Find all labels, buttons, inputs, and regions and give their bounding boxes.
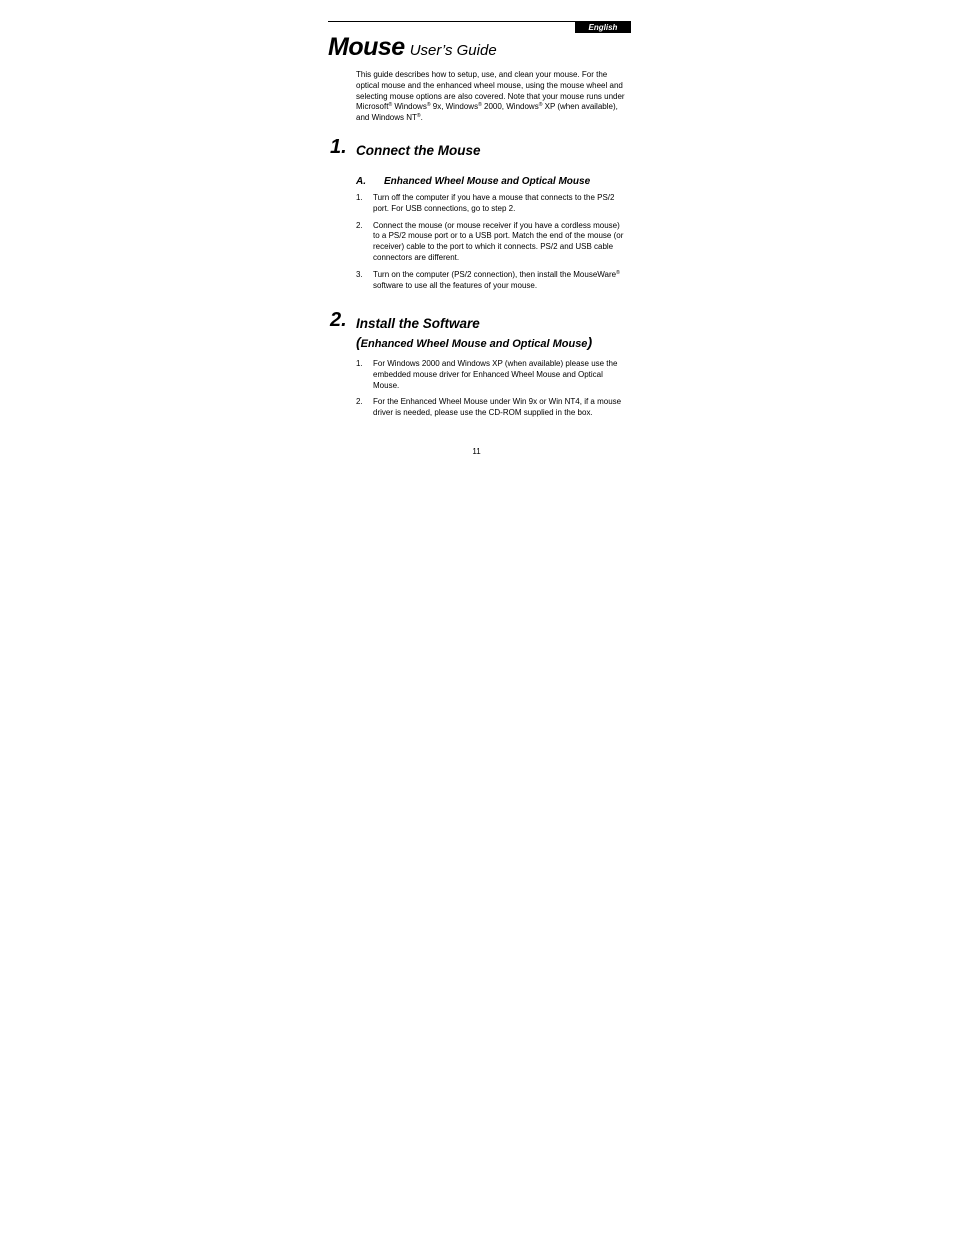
page-number: 11	[472, 447, 481, 456]
intro-text-1: This guide describes how to setup, use, and clean your mouse. For the optical mouse and the enhanced wheel mouse, using the mouse wheel and selecting mouse options are also covered. Note that your mouse runs under Microsoft	[356, 70, 625, 112]
list-item-text: software to use all the features of your mouse.	[373, 280, 538, 290]
title-sub: User’s Guide	[409, 42, 497, 59]
list-item	[356, 193, 626, 215]
intro-text-6: .	[420, 113, 423, 123]
list-item-number: 1.	[356, 193, 363, 202]
list-item-number: 2.	[356, 397, 363, 407]
list-item	[356, 397, 626, 419]
list-item	[356, 270, 626, 292]
section-1-number: 1.	[330, 136, 347, 158]
language-tab: English	[575, 22, 631, 33]
section-1-list	[356, 193, 626, 297]
paren-open: (	[356, 334, 361, 350]
list-item-number: 3.	[356, 269, 363, 279]
intro-paragraph	[356, 70, 626, 124]
list-item-text: For Windows 2000 and Windows XP (when available) please use the embedded mouse driver for Enhanced Wheel Mouse and Optical Mouse.	[373, 359, 618, 390]
intro-text-5: XP (when available), and Windows NT	[356, 102, 618, 123]
registered-mark: ®	[416, 113, 421, 120]
list-item	[356, 359, 626, 391]
document-title	[328, 33, 631, 62]
registered-mark: ®	[538, 102, 543, 109]
registered-mark: ®	[478, 102, 482, 109]
section-2-list	[356, 359, 626, 425]
list-item	[356, 221, 626, 264]
list-item-text: Turn off the computer if you have a mouse that connects to the PS/2 port. For USB connections, go to step 2.	[373, 193, 615, 213]
section-2-subtitle-text: Enhanced Wheel Mouse and Optical Mouse	[360, 338, 588, 350]
intro-text-2: Windows	[392, 102, 427, 112]
section-2-title: Install the Software	[356, 316, 480, 331]
list-item-text: Turn on the computer (PS/2 connection), then install the MouseWare	[373, 269, 617, 279]
title-main: Mouse	[328, 33, 405, 61]
subheading-letter: A.	[356, 176, 366, 187]
list-item-number: 2.	[356, 220, 363, 230]
list-item-text: For the Enhanced Wheel Mouse under Win 9x or Win NT4, if a mouse driver is needed, please use the CD-ROM supplied in the box.	[373, 397, 622, 418]
registered-mark: ®	[388, 102, 393, 109]
intro-text-4: 2000, Windows	[481, 102, 539, 112]
section-1-title: Connect the Mouse	[356, 143, 481, 158]
registered-mark: ®	[426, 102, 431, 109]
registered-mark: ®	[616, 269, 620, 276]
section-2-number: 2.	[330, 309, 347, 331]
section-2-subtitle	[356, 334, 592, 350]
paren-close: )	[587, 334, 593, 350]
intro-text-3: 9x, Windows	[430, 102, 479, 112]
section-1-subheading	[356, 176, 590, 187]
list-item-text: Connect the mouse (or mouse receiver if you have a cordless mouse) to a PS/2 mouse port or to a USB port. Match the end of the mouse (or receiver) cable to the port to which it connects. PS/2 and USB cable connectors are different.	[373, 220, 624, 262]
list-item-number: 1.	[356, 359, 363, 368]
subheading-title: Enhanced Wheel Mouse and Optical Mouse	[384, 176, 591, 187]
